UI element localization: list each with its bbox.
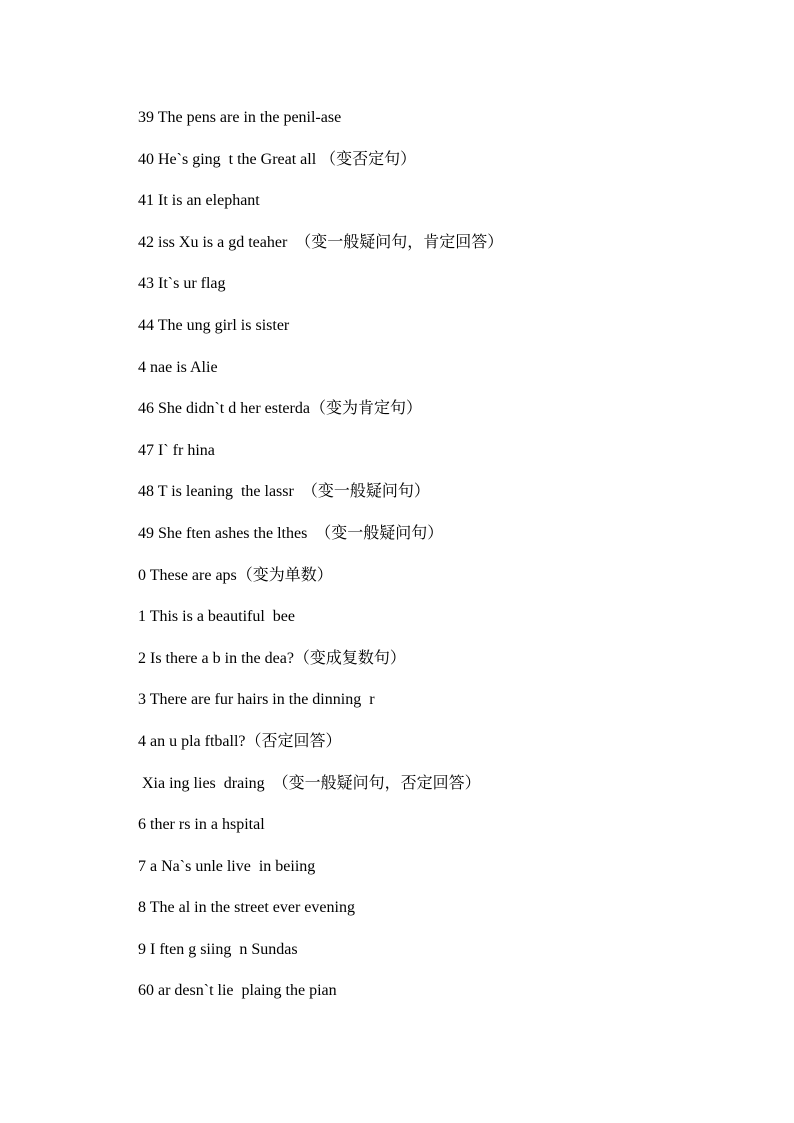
exercise-line: 0 These are aps（变为单数） (138, 566, 333, 584)
exercise-line: 49 She ften ashes the lthes （变一般疑问句） (138, 524, 444, 542)
exercise-line: 7 a Na`s unle live in beiing (138, 857, 316, 875)
exercise-line: 60 ar desn`t lie plaing the pian (138, 982, 337, 1000)
exercise-line: 48 T is leaning the lassr （变一般疑问句） (138, 483, 430, 501)
exercise-line: 39 The pens are in the penil-ase (138, 109, 342, 126)
exercise-line: 42 iss Xu is a gd teaher （变一般疑问句，肯定回答） (138, 233, 504, 251)
exercise-line: 47 I` fr hina (138, 441, 215, 459)
exercise-line: Xia ing lies draing （变一般疑问句，否定回答） (138, 774, 481, 792)
exercise-line: 1 This is a beautiful bee (138, 608, 295, 626)
exercise-line: 46 She didn`t d her esterda（变为肯定句） (138, 400, 422, 418)
exercise-line: 9 I ften g siing n Sundas (138, 940, 298, 958)
exercise-line: 6 ther rs in a hspital (138, 816, 265, 834)
exercise-line: 8 The al in the street ever evening (138, 899, 355, 917)
exercise-line: 2 Is there a b in the dea?（变成复数句） (138, 649, 406, 667)
exercise-line: 41 It is an elephant (138, 192, 260, 210)
exercise-line: 3 There are fur hairs in the dinning r (138, 691, 375, 709)
exercise-line: 4 an u pla ftball?（否定回答） (138, 732, 342, 750)
exercise-line: 40 He`s ging t the Great all （变否定句） (138, 150, 417, 168)
exercise-line: 4 nae is Alie (138, 358, 218, 376)
exercise-line: 44 The ung girl is sister (138, 316, 290, 334)
exercise-line: 43 It`s ur flag (138, 275, 226, 293)
exercise-list (138, 104, 503, 1019)
